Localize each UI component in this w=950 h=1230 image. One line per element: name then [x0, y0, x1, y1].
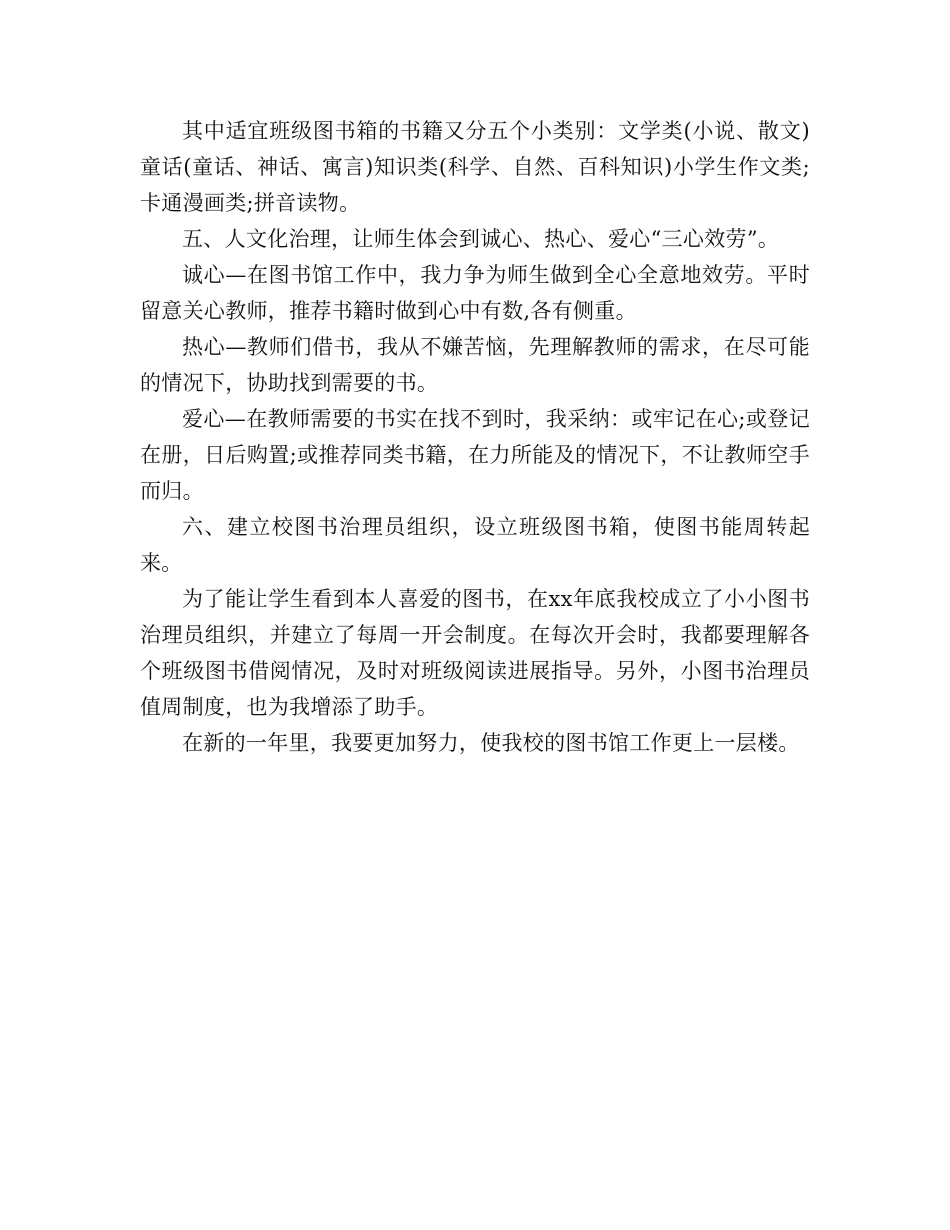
paragraph-librarian-organization: 为了能让学生看到本人喜爱的图书，在xx年底我校成立了小小图书治理员组织，并建立了每周一开会制度。在每次开会时，我都要理解各个班级图书借阅情况，及时对班级阅读进展指导。另外，小图书治理员值周制度，也为我增添了助手。: [140, 587, 810, 719]
paragraph-sincerity: 诚心—在图书馆工作中，我力争为师生做到全心全意地效劳。平时留意关心教师，推荐书籍时做到心中有数,各有侧重。: [140, 263, 810, 323]
paragraph-book-categories: 其中适宜班级图书箱的书籍又分五个小类别：文学类(小说、散文)童话(童话、神话、寓言)知识类(科学、自然、百科知识)小学生作文类;卡通漫画类;拼音读物。: [140, 119, 810, 215]
paragraph-closing: 在新的一年里，我要更加努力，使我校的图书馆工作更上一层楼。: [182, 731, 800, 755]
document-body: [140, 113, 810, 761]
paragraph-section-six-heading: 六、建立校图书治理员组织，设立班级图书箱，使图书能周转起来。: [140, 515, 810, 575]
paragraph-care: 爱心—在教师需要的书实在找不到时，我采纳：或牢记在心;或登记在册，日后购置;或推荐同类书籍，在力所能及的情况下，不让教师空手而归。: [140, 407, 810, 503]
paragraph-enthusiasm: 热心—教师们借书，我从不嫌苦恼，先理解教师的需求，在尽可能的情况下，协助找到需要的书。: [140, 335, 810, 395]
paragraph-section-five-heading: 五、人文化治理，让师生体会到诚心、热心、爱心“三心效劳”。: [182, 227, 780, 251]
